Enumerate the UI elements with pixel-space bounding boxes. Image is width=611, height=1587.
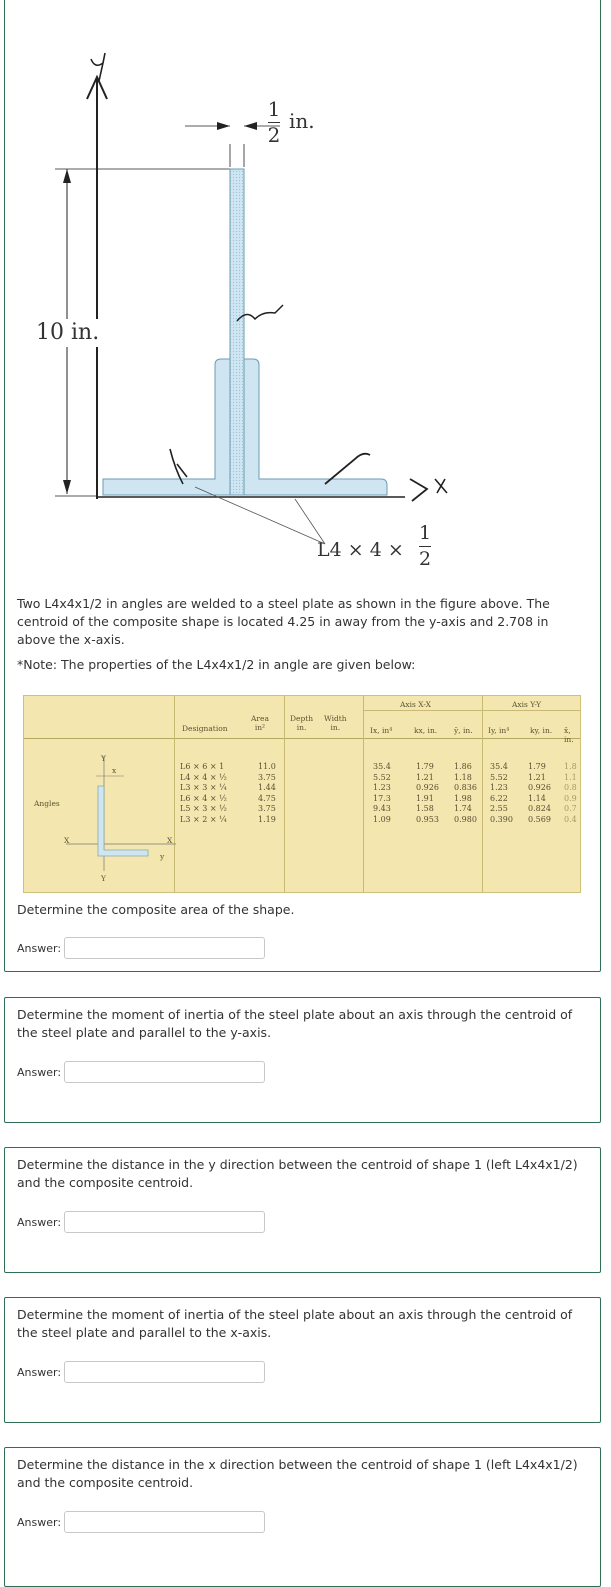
dim-10in-label: 10 in. xyxy=(36,320,100,345)
col-designation: Designation xyxy=(182,724,228,733)
col-ky: ky, in. xyxy=(530,726,553,735)
angles-section-label: Angles xyxy=(34,799,60,808)
question-1-answer-row xyxy=(17,937,265,959)
axis-yy-header: Axis Y-Y xyxy=(512,700,542,709)
right-angle xyxy=(244,359,387,495)
question-5-answer-input[interactable] xyxy=(64,1511,265,1533)
dim-half-inch-label: 1 2 in. xyxy=(267,97,315,147)
question-4-text: Determine the moment of inertia of the steel plate about an axis through the centroid of the steel plate and parallel to the x-axis. xyxy=(17,1307,573,1340)
ky-values: 1.79 1.21 0.926 1.14 0.824 0.569 xyxy=(528,762,551,824)
area-values: 11.0 3.75 1.44 4.75 3.75 1.19 xyxy=(258,762,276,824)
question-1-answer-input[interactable] xyxy=(64,937,265,959)
question-3-answer-input[interactable] xyxy=(64,1211,265,1233)
angle-section-sketch xyxy=(46,746,176,876)
answer-label: Answer: xyxy=(17,1365,62,1379)
ix-values: 35.4 5.52 1.23 17.3 9.43 1.09 xyxy=(373,762,391,824)
question-card-2 xyxy=(4,997,601,1123)
col-ybar: ȳ, in. xyxy=(454,726,473,735)
col-area: Area in² xyxy=(251,714,269,732)
col-xbar: x̄, in. xyxy=(564,726,574,744)
col-depth: Depth in. xyxy=(290,714,314,732)
answer-label: Answer: xyxy=(17,1215,62,1229)
sketch-y-label: Y xyxy=(101,754,106,763)
question-3-answer-row xyxy=(17,1211,265,1233)
iy-values: 35.4 5.52 1.23 6.22 2.55 0.390 xyxy=(490,762,513,824)
col-iy: Iy, in⁴ xyxy=(488,726,510,735)
question-4-answer-input[interactable] xyxy=(64,1361,265,1383)
ybar-values: 1.86 1.18 0.836 1.98 1.74 0.980 xyxy=(454,762,477,824)
axis-xx-header: Axis X-X xyxy=(400,700,431,709)
question-card-3 xyxy=(4,1147,601,1273)
angle-properties-table xyxy=(23,695,581,893)
question-card-1 xyxy=(4,0,601,972)
col-ix: Ix, in⁴ xyxy=(370,726,393,735)
col-width: Width in. xyxy=(324,714,347,732)
question-2-text: Determine the moment of inertia of the steel plate about an axis through the centroid of the steel plate and parallel to the y-axis. xyxy=(17,1007,573,1040)
answer-label: Answer: xyxy=(17,1515,62,1529)
sketch-y-label-bottom: Y xyxy=(101,874,106,883)
sketch-x-label-right: X xyxy=(167,836,173,845)
steel-plate xyxy=(230,169,244,495)
xbar-values: 1.8 1.1 0.8 0.9 0.7 0.4 xyxy=(564,762,577,824)
question-4-answer-row xyxy=(17,1361,265,1383)
problem-statement: Two L4x4x1/2 in angles are welded to a steel plate as shown in the figure above. The centroid of the composite shape is located 4.25 in away from the y-axis and 2.708 in above the x-axis. xyxy=(17,596,550,647)
angle-size-label: L4 × 4 × 1 2 xyxy=(317,522,432,570)
question-1-text: Determine the composite area of the shape. xyxy=(17,902,295,917)
properties-note: *Note: The properties of the L4x4x1/2 in angle are given below: xyxy=(17,657,416,672)
answer-label: Answer: xyxy=(17,941,62,955)
hand-mark-x xyxy=(435,479,447,493)
kx-values: 1.79 1.21 0.926 1.91 1.58 0.953 xyxy=(416,762,439,824)
question-card-4 xyxy=(4,1297,601,1423)
question-5-answer-row xyxy=(17,1511,265,1533)
question-5-text: Determine the distance in the x direction between the centroid of shape 1 (left L4x4x1/2) and the composite centroid. xyxy=(17,1457,578,1490)
col-kx: kx, in. xyxy=(414,726,438,735)
sketch-x-label: X xyxy=(64,836,70,845)
answer-label: Answer: xyxy=(17,1065,62,1079)
question-3-text: Determine the distance in the y direction between the centroid of shape 1 (left L4x4x1/2) and the composite centroid. xyxy=(17,1157,578,1190)
question-2-answer-input[interactable] xyxy=(64,1061,265,1083)
question-2-answer-row xyxy=(17,1061,265,1083)
sketch-xbar-label: x xyxy=(112,766,117,775)
question-card-5 xyxy=(4,1447,601,1587)
x-axis-arrow xyxy=(410,479,427,501)
sketch-ybar-label: y xyxy=(160,852,165,861)
left-angle xyxy=(103,359,230,495)
designation-values: L6 × 6 × 1 L4 × 4 × ½ L3 × 3 × ¼ L6 × 4 × ½ L5 × 3 × ½ L3 × 2 × ¼ xyxy=(180,762,227,824)
